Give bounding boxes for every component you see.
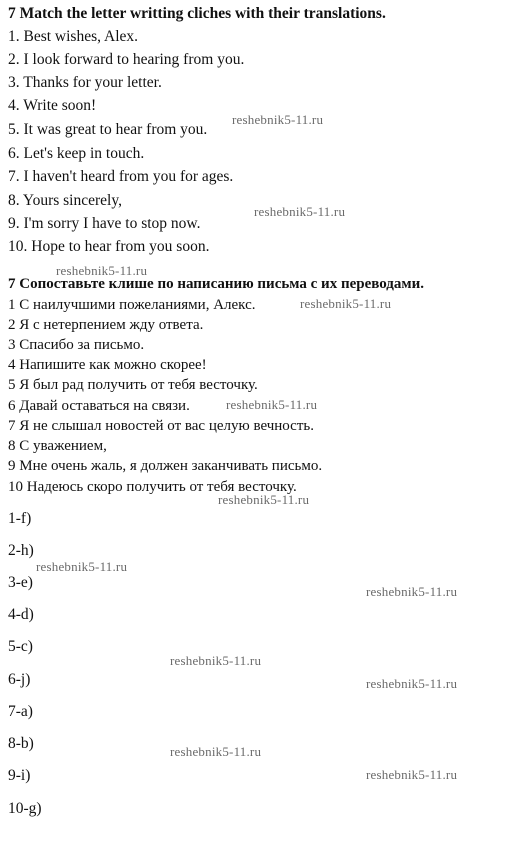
answer-item: 10-g) <box>8 800 42 817</box>
english-heading: 7 Match the letter writting cliches with their translations. <box>8 5 386 22</box>
watermark-text: reshebnik5-11.ru <box>300 296 392 311</box>
answer-item: 8-b) <box>8 735 34 752</box>
answer-item: 7-a) <box>8 703 33 720</box>
watermark-text: reshebnik5-11.ru <box>366 767 458 782</box>
watermark-text: reshebnik5-11.ru <box>56 263 148 278</box>
english-item: 10. Hope to hear from you soon. <box>8 238 210 255</box>
russian-item: 3 Спасибо за письмо. <box>8 337 145 353</box>
watermark-text: reshebnik5-11.ru <box>170 744 262 759</box>
answer-item: 4-d) <box>8 606 34 623</box>
watermark-text: reshebnik5-11.ru <box>218 492 310 507</box>
answer-item: 2-h) <box>8 542 34 559</box>
russian-item: 8 С уважением, <box>8 438 107 454</box>
watermark-text: reshebnik5-11.ru <box>232 112 324 127</box>
watermark-text: reshebnik5-11.ru <box>254 204 346 219</box>
watermark-text: reshebnik5-11.ru <box>366 676 458 691</box>
russian-item: 4 Напишите как можно скорее! <box>8 357 207 373</box>
russian-item: 9 Мне очень жаль, я должен заканчивать письмо. <box>8 458 323 474</box>
watermark-text: reshebnik5-11.ru <box>226 397 318 412</box>
english-item: 4. Write soon! <box>8 97 97 114</box>
english-item: 3. Thanks for your letter. <box>8 74 162 91</box>
english-item: 6. Let's keep in touch. <box>8 145 145 162</box>
english-item: 2. I look forward to hearing from you. <box>8 51 245 68</box>
english-item: 5. It was great to hear from you. <box>8 121 208 138</box>
answer-item: 3-e) <box>8 574 33 591</box>
russian-heading: 7 Сопоставьте клише по написанию письма с их переводами. <box>8 276 425 292</box>
answer-item: 9-i) <box>8 767 31 784</box>
russian-item: 5 Я был рад получить от тебя весточку. <box>8 377 258 393</box>
watermark-text: reshebnik5-11.ru <box>170 653 262 668</box>
russian-item: 2 Я с нетерпением жду ответа. <box>8 317 204 333</box>
watermark-text: reshebnik5-11.ru <box>36 559 128 574</box>
answer-item: 1-f) <box>8 510 32 527</box>
english-item: 7. I haven't heard from you for ages. <box>8 168 234 185</box>
russian-item: 6 Давай оставаться на связи. <box>8 398 190 414</box>
watermark-text: reshebnik5-11.ru <box>366 584 458 599</box>
russian-item: 10 Надеюсь скоро получить от тебя весточку. <box>8 479 297 495</box>
english-item: 8. Yours sincerely, <box>8 192 122 209</box>
russian-item: 1 С наилучшими пожеланиями, Алекс. <box>8 297 256 313</box>
answer-item: 6-j) <box>8 671 31 688</box>
english-item: 9. I'm sorry I have to stop now. <box>8 215 201 232</box>
answer-item: 5-c) <box>8 638 33 655</box>
russian-item: 7 Я не слышал новостей от вас целую вечность. <box>8 418 314 434</box>
english-item: 1. Best wishes, Alex. <box>8 28 139 45</box>
